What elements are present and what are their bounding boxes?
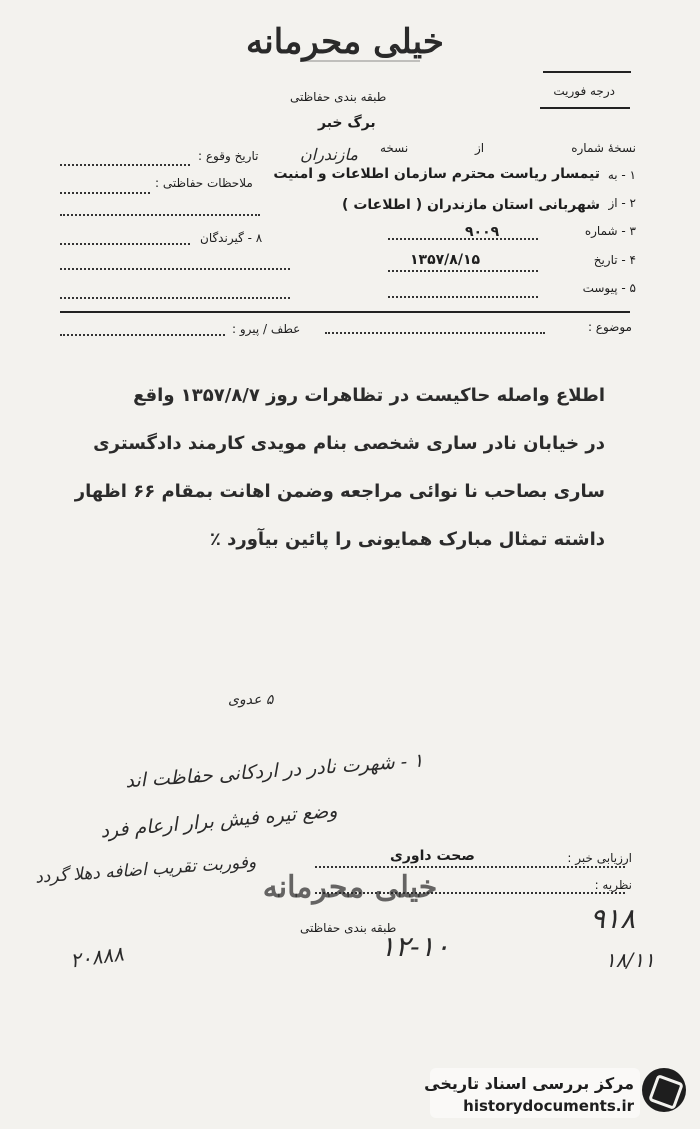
subject-label: موضوع :: [587, 320, 632, 334]
urgency-box-bottom: [540, 107, 630, 109]
urgency-box-top: [543, 71, 631, 73]
field-from-dots: [60, 214, 260, 216]
protection-notes-dots: [60, 192, 150, 194]
reference-label: عطف / پیرو :: [232, 322, 301, 336]
handwritten-note-top: ۵ عدوی: [228, 692, 274, 708]
footer-org-name: مرکز بررسی اسناد تاریخی: [424, 1074, 634, 1093]
field-to-label: ۱ - به: [607, 168, 636, 182]
field-attachment-dots: [388, 296, 538, 298]
field-from-label: ۲ - از: [608, 196, 636, 210]
evaluation-dots: [315, 866, 625, 868]
classification-stamp-top: خیلی محرمانه: [230, 22, 460, 62]
date-occurrence-label: تاریخ وقوع :: [198, 149, 259, 163]
classification-stamp-bottom: خیلی محرمانه: [262, 870, 438, 905]
handwritten-ref-number: ۹۱۸: [590, 902, 636, 935]
handwritten-note-line-3: وفوربت تقریب اضافه دهلا گردد: [34, 852, 257, 888]
body-line-4: داشته تمثال مبارک همایونی را پائین بیآورد ٪: [209, 529, 605, 550]
field-number-value: ۹۰۰۹: [465, 224, 500, 240]
field-to-value: تیمسار ریاست محترم سازمان اطلاعات و امنیت: [273, 166, 600, 182]
handwritten-signature: ۲۰۸۸۸: [68, 941, 126, 973]
document-archive-logo-icon: [642, 1068, 686, 1112]
classification-label-bottom: طبقه بندی حفاظتی: [300, 921, 397, 935]
field-date-value: ۱۳۵۷/۸/۱۵: [410, 252, 481, 268]
recipients-dots-1: [60, 243, 190, 245]
recipients-dots-3: [60, 297, 290, 299]
body-line-2: در خیابان نادر ساری شخصی بنام مویدی کارمند دادگستری: [93, 433, 605, 454]
urgency-label: درجه فوریت: [553, 84, 615, 98]
field-attachment-label: ۵ - پیوست: [582, 281, 636, 295]
copy-number-label: نسخهٔ شماره: [571, 141, 636, 155]
handwritten-bottom-code: ۱۲-۱۰: [380, 930, 450, 963]
copy-from-label: از: [475, 141, 485, 155]
body-line-1: اطلاع واصله حاکیست در تظاهرات روز ۱۳۵۷/۸/۷ واقع: [133, 385, 605, 406]
footer-website: historydocuments.ir: [463, 1097, 634, 1115]
classification-label-top: طبقه بندی حفاظتی: [290, 90, 387, 104]
handwritten-region: مازندران: [300, 145, 358, 164]
form-title: برگ خبر: [318, 115, 376, 131]
recipients-dots-2: [60, 268, 290, 270]
evaluation-label: ارزیابی خبر :: [567, 851, 632, 865]
handwritten-note-line-1: ۱ - شهرت نادر در اردکانی حفاظت اند: [124, 749, 425, 793]
field-date-dots: [388, 270, 538, 272]
opinion-label: نظریه :: [594, 878, 632, 892]
field-from-value: شهربانی استان مازندران ( اطلاعات ): [342, 197, 600, 213]
handwritten-ref-date: ۱۸/۱۱: [605, 948, 655, 972]
date-occurrence-dots: [60, 164, 190, 166]
subject-dots: [325, 332, 545, 334]
evaluation-value: صحت داوری: [390, 848, 475, 864]
body-line-3: ساری بصاحب نا نوائی مراجعه وضمن اهانت بمقام ۶۶ اظهار: [74, 481, 605, 502]
reference-dots: [60, 334, 225, 336]
handwritten-note-line-2: وضع تیره فیش برار ارعام فرد: [99, 799, 339, 843]
field-number-dots: [388, 238, 538, 240]
header-divider: [60, 311, 630, 313]
field-date-label: ۴ - تاریخ: [593, 253, 636, 267]
copy-word-label: نسخه: [380, 141, 409, 155]
recipients-label: ۸ - گیرندگان: [200, 231, 263, 245]
field-number-label: ۳ - شماره: [584, 224, 636, 238]
protection-notes-label: ملاحظات حفاظتی :: [155, 176, 253, 190]
